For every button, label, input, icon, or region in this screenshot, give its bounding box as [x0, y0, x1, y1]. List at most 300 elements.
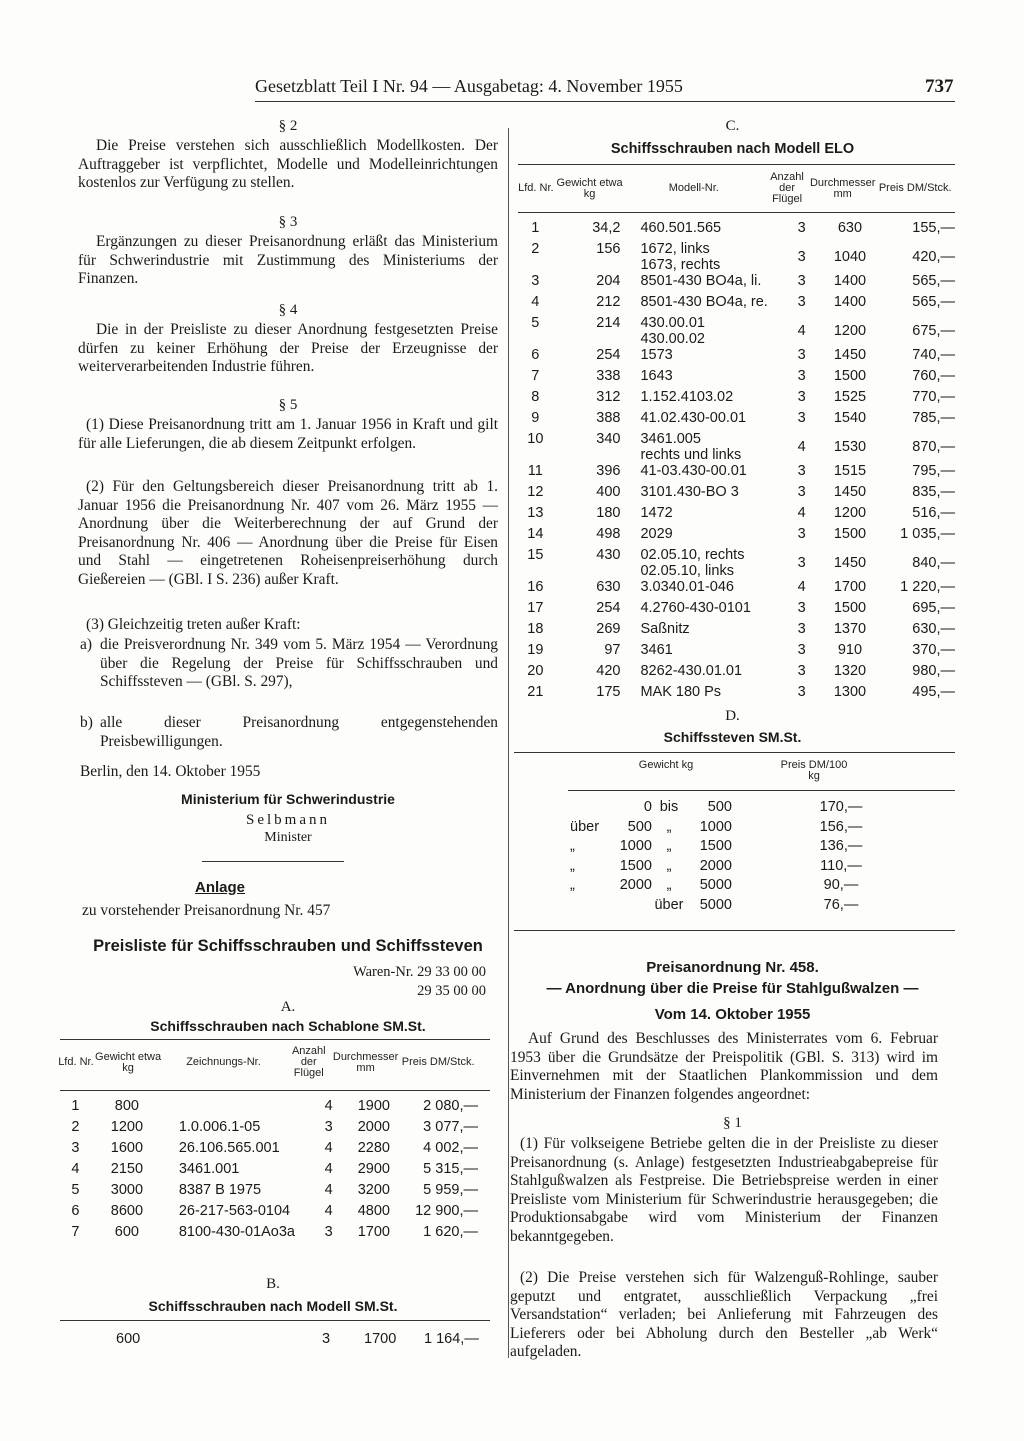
table-a-cell-preis: 5 315,—	[423, 1161, 478, 1177]
table-a-cell-lfd-nr: 5	[71, 1182, 80, 1198]
table-c-cell-modell	[632, 220, 779, 241]
table-c-cell-gewicht: 269	[596, 621, 621, 637]
table-b-durchmesser: 1700	[364, 1331, 397, 1347]
table-c-cell-fluegel: 3	[797, 347, 806, 363]
signature-rule	[202, 861, 344, 862]
table-c-cell-durchmesser: 1300	[833, 684, 867, 700]
modell-line-1: 02.05.10, rechts	[640, 547, 745, 563]
section-5-para-2: (2) Für den Geltungsbereich dieser Preisanordnung tritt ab 1. Januar 1956 die Preisanordnung Nr. 407 vom 26. März 1955 — Anordnung über die Weiterberechnung der auf Grund der Preisanordnung Nr. 406 — Anordnung über die Preise für Eisen und Stahl — eingetretenen Roheisenpreiserhöhung durch Gießereien — (GBl. I S. 236) außer Kraft.	[78, 478, 498, 588]
table-a-cell-preis: 1 620,—	[423, 1224, 478, 1240]
section-3-title: § 3	[278, 214, 298, 230]
table-b-rule	[60, 1320, 490, 1321]
table-a-top-rule	[60, 1039, 490, 1040]
table-row	[516, 273, 955, 294]
table-c-cell-fluegel: 3	[797, 273, 806, 289]
table-d-cell-preis: 90,—	[823, 877, 859, 893]
section-4-text: Die in der Preisliste zu dieser Anordnung festgesetzten Preise dürfen zu keiner Erhöhung der Preise der Erzeugnisse der weiterverarbeitenden Industrie führen.	[78, 321, 498, 376]
table-c-cell-durchmesser: 1500	[833, 368, 867, 384]
table-d-cell-from	[608, 897, 652, 917]
modell-line-1: 1472	[640, 505, 673, 521]
table-c-cell-preis: 675,—	[912, 323, 955, 339]
table-c-cell-preis: 420,—	[912, 249, 955, 265]
table-row	[58, 1140, 478, 1161]
modell-line-1: 4.2760-430-0101	[640, 600, 751, 616]
modell-line-1: 1.152.4103.02	[640, 389, 734, 405]
table-a-cell-preis: 4 002,—	[423, 1140, 478, 1156]
table-c-cell-durchmesser: 1400	[833, 294, 867, 310]
table-c-cell-durchmesser: 1400	[833, 273, 867, 289]
table-c-cell-lfd-nr: 19	[527, 642, 544, 658]
table-c-cell-fluegel: 3	[797, 663, 806, 679]
table-a-cell-durchmesser: 2000	[357, 1119, 390, 1135]
table-row	[570, 799, 876, 819]
section-4-title: § 4	[278, 302, 298, 318]
table-c-cell-preis: 870,—	[912, 439, 955, 455]
table-c-cell-preis: 760,—	[912, 368, 955, 384]
table-c-cell-modell	[632, 484, 779, 505]
table-a-col-fluegel: Anzahl der Flügel	[291, 1045, 326, 1079]
ordinance-para-1: (1) Für volkseigene Betriebe gelten die in der Preisliste zu dieser Preisanordnung (s. Anlage) festgesetzten Industrieabgabepreise für Stahlgußwalzen als Festpreise. Die Betriebspreise werden in einer Preisliste vom Ministerium für Schwerindustrie herausgegeben; die Produktionsabgabe wird vom Ministerium der Finanzen bekanntgegeben.	[510, 1135, 938, 1245]
table-c-cell-preis: 840,—	[912, 555, 955, 571]
table-b-preis: 1 164,—	[424, 1331, 479, 1347]
section-5-para-1: (1) Diese Preisanordnung tritt am 1. Januar 1956 in Kraft und gilt für alle Lieferungen, die ab diesem Zeitpunkt erfolgen.	[78, 416, 498, 452]
annex-subtitle: zu vorstehender Preisanordnung Nr. 457	[82, 902, 331, 919]
modell-line-1: Saßnitz	[640, 621, 690, 637]
section-rule	[514, 930, 955, 931]
table-d-cell-sep: „	[666, 818, 672, 835]
page-number: 737	[925, 76, 954, 97]
table-b-letter: B.	[266, 1276, 280, 1292]
table-d-letter: D.	[725, 708, 740, 724]
table-a-cell-lfd-nr: 2	[71, 1119, 80, 1135]
table-c-cell-modell	[632, 526, 779, 547]
table-c-cell-modell	[632, 684, 779, 705]
table-row	[58, 1203, 478, 1224]
table-a-cell-preis: 5 959,—	[423, 1182, 478, 1198]
table-c-cell-fluegel: 3	[797, 249, 806, 265]
table-c-cell-lfd-nr: 15	[527, 547, 544, 563]
table-c-cell-fluegel: 3	[797, 463, 806, 479]
table-c-cell-durchmesser: 1515	[833, 463, 867, 479]
table-row	[516, 526, 955, 547]
table-a-cell-durchmesser: 3200	[357, 1182, 390, 1198]
table-c-cell-durchmesser: 1370	[833, 621, 867, 637]
table-c-cell-lfd-nr: 9	[531, 410, 540, 426]
table-c-cell-durchmesser: 1040	[833, 249, 867, 265]
table-c-cell-preis: 1 220,—	[900, 579, 955, 595]
table-c-cell-lfd-nr: 14	[527, 526, 544, 542]
table-c-cell-gewicht: 156	[596, 241, 621, 257]
table-c-cell-gewicht: 175	[596, 684, 621, 700]
table-c-cell-fluegel: 3	[797, 410, 806, 426]
table-c-cell-lfd-nr: 5	[531, 315, 540, 331]
place-date: Berlin, den 14. Oktober 1955	[80, 763, 261, 780]
table-c-cell-lfd-nr: 10	[527, 431, 544, 447]
table-c-cell-modell	[632, 389, 779, 410]
table-c-cell-modell	[632, 368, 779, 389]
table-row	[570, 858, 876, 878]
table-c-header-rule	[518, 212, 955, 213]
table-d-cell-prefix: über	[570, 818, 600, 835]
table-c-title: Schiffsschrauben nach Modell ELO	[610, 141, 855, 157]
table-a-col-gewicht: Gewicht etwa kg	[95, 1050, 162, 1074]
table-c-cell-lfd-nr: 7	[531, 368, 540, 384]
table-row	[516, 410, 955, 431]
table-row	[516, 241, 955, 273]
table-a-cell-preis: 12 900,—	[415, 1203, 478, 1219]
table-d-cell-sep: „	[666, 857, 672, 874]
table-row	[570, 838, 876, 858]
modell-line-1: 460.501.565	[640, 220, 722, 236]
item-a-text: die Preisverordnung Nr. 349 vom 5. März 1954 — Verordnung über die Regelung der Preise für Schiffsschrauben und Schiffssteven — (GBl. S. 297),	[100, 636, 498, 691]
table-d-cell-from: 500	[627, 818, 652, 835]
table-row	[570, 877, 876, 897]
table-c-col-modell: Modell-Nr.	[668, 182, 719, 194]
table-a-cell-lfd-nr: 7	[71, 1224, 80, 1240]
signing-ministry: Ministerium für Schwerindustrie	[181, 791, 395, 807]
table-a-col-zeichnung: Zeichnungs-Nr.	[186, 1056, 261, 1068]
table-c-cell-fluegel: 3	[797, 642, 806, 658]
header-rule	[255, 101, 955, 102]
table-row	[58, 1182, 478, 1203]
table-row	[516, 484, 955, 505]
table-c-cell-fluegel: 4	[797, 579, 806, 595]
table-c-cell-lfd-nr: 8	[531, 389, 540, 405]
table-c-cell-gewicht: 340	[596, 431, 621, 447]
table-row	[516, 315, 955, 347]
table-c-cell-preis: 1 035,—	[900, 526, 955, 542]
table-c-cell-durchmesser: 1530	[833, 439, 867, 455]
table-c-cell-modell	[632, 431, 779, 463]
section-2-text: Die Preise verstehen sich ausschließlich Modellkosten. Der Auftraggeber ist verpflichtet, Modelle und Modelleinrichtungen kostenlos zur Verfügung zu stellen.	[78, 137, 498, 192]
table-c-cell-preis: 695,—	[912, 600, 955, 616]
table-a-cell-gewicht: 1600	[110, 1140, 144, 1156]
table-c-cell-durchmesser: 1500	[833, 600, 867, 616]
table-c-cell-gewicht: 34,2	[592, 220, 621, 236]
modell-line-1: 3.0340.01-046	[640, 579, 734, 595]
table-a-cell-gewicht: 2150	[110, 1161, 144, 1177]
ordinance-para-2: (2) Die Preise verstehen sich für Walzenguß-Rohlinge, sauber geputzt und entgratet, ausschließlich Verpackung „frei Versandstation“ verladen; bei Anlieferung mit Fahrzeugen des Lieferers oder bei Abholung durch den Besteller „ab Werk“ aufgeladen.	[510, 1269, 938, 1361]
table-c-cell-gewicht: 430	[596, 547, 621, 563]
table-d-cell-to: 5000	[699, 896, 732, 913]
table-c-cell-gewicht: 338	[596, 368, 621, 384]
table-row	[516, 463, 955, 484]
table-c-cell-durchmesser: 1200	[833, 323, 867, 339]
table-c-cell-fluegel: 3	[797, 484, 806, 500]
table-c-cell-gewicht: 212	[596, 294, 621, 310]
table-d-cell-from: 0	[643, 799, 652, 815]
table-d-cell-sep: über	[654, 896, 684, 913]
table-c-cell-modell	[632, 547, 779, 579]
price-list-title: Preisliste für Schiffsschrauben und Schiffssteven	[93, 937, 483, 955]
table-c-cell-gewicht: 254	[596, 347, 621, 363]
table-row	[516, 220, 955, 241]
item-a-label: a)	[80, 636, 92, 653]
table-a-cell-zeichnungs-nr: 8100-430-01Ao3a	[178, 1224, 295, 1240]
table-a-cell-fluegel: 3	[324, 1119, 333, 1135]
table-a-cell-gewicht: 1200	[110, 1119, 144, 1135]
table-d-cell-preis: 156,—	[819, 818, 863, 835]
table-row	[516, 389, 955, 410]
table-c-cell-gewicht: 400	[596, 484, 621, 500]
table-a-cell-fluegel: 4	[324, 1203, 333, 1219]
table-c-cell-gewicht: 420	[596, 663, 621, 679]
table-a-cell-durchmesser: 1900	[357, 1098, 390, 1114]
table-d-cell-prefix	[570, 897, 608, 917]
table-c-letter: C.	[725, 118, 740, 134]
table-a-cell-lfd-nr: 6	[71, 1203, 80, 1219]
table-d-col-preis: Preis DM/100 kg	[780, 759, 848, 782]
table-c-cell-lfd-nr: 1	[531, 220, 540, 236]
table-a-cell-preis: 3 077,—	[423, 1119, 478, 1135]
modell-line-1: MAK 180 Ps	[640, 684, 722, 700]
table-a-cell-gewicht: 800	[114, 1098, 139, 1114]
table-c-cell-lfd-nr: 18	[527, 621, 544, 637]
table-c-cell-preis: 785,—	[912, 410, 955, 426]
table-c-cell-modell	[632, 505, 779, 526]
table-c-col-preis: Preis DM/Stck.	[878, 182, 952, 194]
table-c-cell-durchmesser: 1525	[833, 389, 867, 405]
table-row	[516, 347, 955, 368]
table-c-cell-durchmesser: 1700	[833, 579, 867, 595]
table-c-cell-preis: 565,—	[912, 273, 955, 289]
table-d-cell-to: 500	[707, 799, 732, 815]
table-row	[516, 663, 955, 684]
table-a-header-rule	[60, 1090, 490, 1091]
signatory-name: Selbmann	[246, 812, 330, 828]
table-c-cell-durchmesser: 1320	[833, 663, 867, 679]
column-divider	[508, 128, 509, 1358]
table-d-cell-to: 2000	[699, 857, 732, 874]
table-a-cell-preis: 2 080,—	[423, 1098, 478, 1114]
table-a-cell-durchmesser: 1700	[357, 1224, 390, 1240]
table-a-cell-durchmesser: 4800	[357, 1203, 390, 1219]
table-d-cell-preis: 76,—	[823, 896, 859, 913]
table-d-cell-from: 1500	[619, 857, 652, 874]
table-d-cell-sep: „	[666, 877, 672, 893]
table-c-cell-fluegel: 3	[797, 555, 806, 571]
table-c-cell-modell	[632, 463, 779, 484]
table-c-cell-gewicht: 630	[596, 579, 621, 595]
table-d-cell-from: 1000	[619, 838, 652, 854]
table-row	[570, 897, 876, 917]
table-c-cell-fluegel: 3	[797, 220, 806, 236]
table-b-gewicht: 600	[116, 1331, 141, 1347]
table-a	[58, 1098, 478, 1245]
section-5-para-3: (3) Gleichzeitig treten außer Kraft:	[86, 616, 301, 633]
table-c-cell-fluegel: 4	[797, 439, 806, 455]
table-row	[516, 621, 955, 642]
table-d-cell-sep: „	[666, 838, 672, 854]
table-c-cell-modell	[632, 579, 779, 600]
table-c-col-durchmesser: Durchmesser mm	[809, 176, 876, 200]
table-c-cell-gewicht: 396	[596, 463, 621, 479]
table-a-cell-lfd-nr: 1	[71, 1098, 80, 1114]
modell-line-1: 3101.430-BO 3	[640, 484, 739, 500]
table-d-cell-prefix: „	[570, 838, 575, 854]
annex-title: Anlage	[194, 879, 245, 896]
table-a-cell-zeichnungs-nr: 3461.001	[178, 1161, 240, 1177]
table-c-cell-modell	[632, 600, 779, 621]
table-c-cell-lfd-nr: 6	[531, 347, 540, 363]
table-d-cell-prefix	[570, 799, 608, 819]
modell-line-2: 02.05.10, links	[640, 563, 734, 579]
table-c-cell-fluegel: 4	[797, 323, 806, 339]
table-d-cell-preis: 136,—	[819, 838, 863, 854]
item-b-label: b)	[80, 714, 93, 731]
table-c-cell-lfd-nr: 4	[531, 294, 540, 310]
table-d-cell-to: 1000	[699, 818, 732, 835]
table-a-cell-zeichnungs-nr: 26.106.565.001	[178, 1140, 280, 1156]
table-row	[58, 1224, 478, 1245]
table-a-title: Schiffsschrauben nach Schablone SM.St.	[150, 1018, 426, 1034]
modell-line-1: 1643	[640, 368, 673, 384]
table-c-cell-modell	[632, 410, 779, 431]
table-c-col-gewicht: Gewicht etwa kg	[556, 176, 623, 200]
table-d-cell-from: 2000	[619, 877, 652, 893]
table-a-cell-fluegel: 4	[324, 1098, 333, 1114]
table-c-cell-fluegel: 3	[797, 526, 806, 542]
table-d-cell-prefix: „	[570, 857, 575, 874]
table-row	[516, 368, 955, 389]
signatory-role: Minister	[264, 830, 312, 845]
table-c-cell-lfd-nr: 12	[527, 484, 544, 500]
table-d-col-gewicht: Gewicht kg	[638, 759, 694, 771]
table-c-cell-fluegel: 3	[797, 389, 806, 405]
table-c-col-fluegel: Anzahl der Flügel	[770, 171, 804, 205]
ordinance-subtitle: — Anordnung über die Preise für Stahlgußwalzen —	[546, 980, 919, 997]
ordinance-title: Preisanordnung Nr. 458.	[646, 959, 819, 976]
table-row	[58, 1098, 478, 1119]
table-row	[516, 579, 955, 600]
table-c-cell-preis: 495,—	[912, 684, 955, 700]
table-c-cell-preis: 370,—	[912, 642, 955, 658]
table-c-cell-preis: 516,—	[912, 505, 955, 521]
section-3-text: Ergänzungen zu dieser Preisanordnung erläßt das Ministerium für Schwerindustrie mit Zustimmung des Ministeriums der Finanzen.	[78, 233, 498, 288]
modell-line-2: 430.00.02	[640, 331, 705, 347]
ordinance-section-1-title: § 1	[723, 1115, 742, 1131]
table-row	[58, 1161, 478, 1182]
table-b-title: Schiffsschrauben nach Modell SM.St.	[148, 1298, 398, 1314]
waren-nr-1: Waren-Nr. 29 33 00 00	[353, 964, 486, 980]
waren-nr-2: 29 35 00 00	[417, 983, 486, 999]
modell-line-2: 1673, rechts	[640, 257, 721, 273]
table-a-letter: A.	[280, 999, 296, 1015]
table-c-cell-modell	[632, 294, 779, 315]
table-a-cell-zeichnungs-nr: 8387 B 1975	[178, 1182, 262, 1198]
table-a-cell-fluegel: 3	[324, 1224, 333, 1240]
table-c-cell-modell	[632, 273, 779, 294]
table-c	[516, 220, 955, 705]
table-c-cell-modell	[632, 241, 779, 273]
table-c-cell-durchmesser: 1200	[833, 505, 867, 521]
table-a-cell-gewicht: 8600	[110, 1203, 144, 1219]
table-c-cell-gewicht: 97	[604, 642, 621, 658]
table-c-cell-preis: 740,—	[912, 347, 955, 363]
modell-line-1: 41-03.430-00.01	[640, 463, 747, 479]
table-c-cell-modell	[632, 642, 779, 663]
ordinance-date: Vom 14. Oktober 1955	[654, 1006, 811, 1023]
table-a-cell-zeichnungs-nr	[161, 1098, 306, 1119]
header-title: Gesetzblatt Teil I Nr. 94 — Ausgabetag: 4. November 1955	[255, 76, 683, 96]
table-c-col-lfd: Lfd. Nr.	[518, 182, 554, 194]
table-a-cell-lfd-nr: 3	[71, 1140, 80, 1156]
table-d-top-rule	[514, 752, 955, 753]
table-c-cell-fluegel: 3	[797, 684, 806, 700]
modell-line-1: 1573	[640, 347, 673, 363]
table-row	[516, 547, 955, 579]
table-c-cell-durchmesser: 1450	[833, 484, 867, 500]
table-c-cell-gewicht: 312	[596, 389, 621, 405]
item-b-text: alle dieser Preisanordnung entgegenstehenden Preisbewilligungen.	[100, 714, 498, 750]
table-c-cell-gewicht: 498	[596, 526, 621, 542]
table-c-cell-lfd-nr: 17	[527, 600, 544, 616]
table-c-cell-fluegel: 3	[797, 368, 806, 384]
modell-line-1: 8501-430 BO4a, re.	[640, 294, 768, 310]
table-a-col-preis: Preis DM/Stck.	[401, 1056, 475, 1068]
table-c-cell-preis: 980,—	[912, 663, 955, 679]
table-c-cell-durchmesser: 630	[837, 220, 863, 236]
table-c-cell-preis: 835,—	[912, 484, 955, 500]
table-c-cell-durchmesser: 1500	[833, 526, 867, 542]
table-row	[58, 1119, 478, 1140]
table-row	[516, 684, 955, 705]
table-c-cell-fluegel: 3	[797, 621, 806, 637]
table-row	[516, 431, 955, 463]
modell-line-1: 8501-430 BO4a, li.	[640, 273, 762, 289]
modell-line-1: 8262-430.01.01	[640, 663, 743, 679]
section-5-title: § 5	[278, 397, 298, 413]
table-c-cell-lfd-nr: 3	[531, 273, 540, 289]
table-a-cell-zeichnungs-nr: 1.0.006.1-05	[178, 1119, 261, 1135]
table-c-cell-modell	[632, 621, 779, 642]
table-c-cell-gewicht: 388	[596, 410, 621, 426]
table-c-cell-preis: 770,—	[912, 389, 955, 405]
table-c-cell-gewicht: 214	[596, 315, 621, 331]
table-c-cell-fluegel: 3	[797, 600, 806, 616]
table-c-top-rule	[518, 164, 955, 165]
table-a-cell-gewicht: 3000	[110, 1182, 144, 1198]
table-a-cell-gewicht: 600	[114, 1224, 139, 1240]
table-c-cell-lfd-nr: 20	[527, 663, 544, 679]
table-c-cell-durchmesser: 1450	[833, 555, 867, 571]
table-row	[570, 819, 876, 839]
table-a-cell-fluegel: 4	[324, 1140, 333, 1156]
modell-line-1: 3461	[640, 642, 673, 658]
table-c-header	[516, 172, 955, 205]
table-c-cell-preis: 795,—	[912, 463, 955, 479]
table-c-cell-preis: 155,—	[912, 220, 955, 236]
table-c-cell-fluegel: 3	[797, 294, 806, 310]
table-d	[570, 799, 876, 916]
table-c-cell-preis: 565,—	[912, 294, 955, 310]
table-b-fluegel: 3	[322, 1331, 331, 1347]
table-c-cell-gewicht: 204	[596, 273, 621, 289]
table-row	[516, 600, 955, 621]
table-d-cell-prefix: „	[570, 877, 575, 893]
table-row	[516, 505, 955, 526]
table-c-cell-gewicht: 180	[596, 505, 621, 521]
table-a-col-durchmesser: Durchmesser mm	[332, 1050, 399, 1074]
table-c-cell-modell	[632, 663, 779, 684]
table-d-cell-preis: 170,—	[819, 799, 863, 815]
section-2-title: § 2	[278, 118, 298, 134]
table-a-cell-fluegel: 4	[324, 1161, 333, 1177]
table-d-cell-to: 5000	[699, 877, 732, 893]
modell-line-1: 430.00.01	[640, 315, 705, 331]
table-d-cell-to: 1500	[699, 838, 732, 854]
table-a-col-lfd: Lfd. Nr.	[58, 1056, 94, 1068]
